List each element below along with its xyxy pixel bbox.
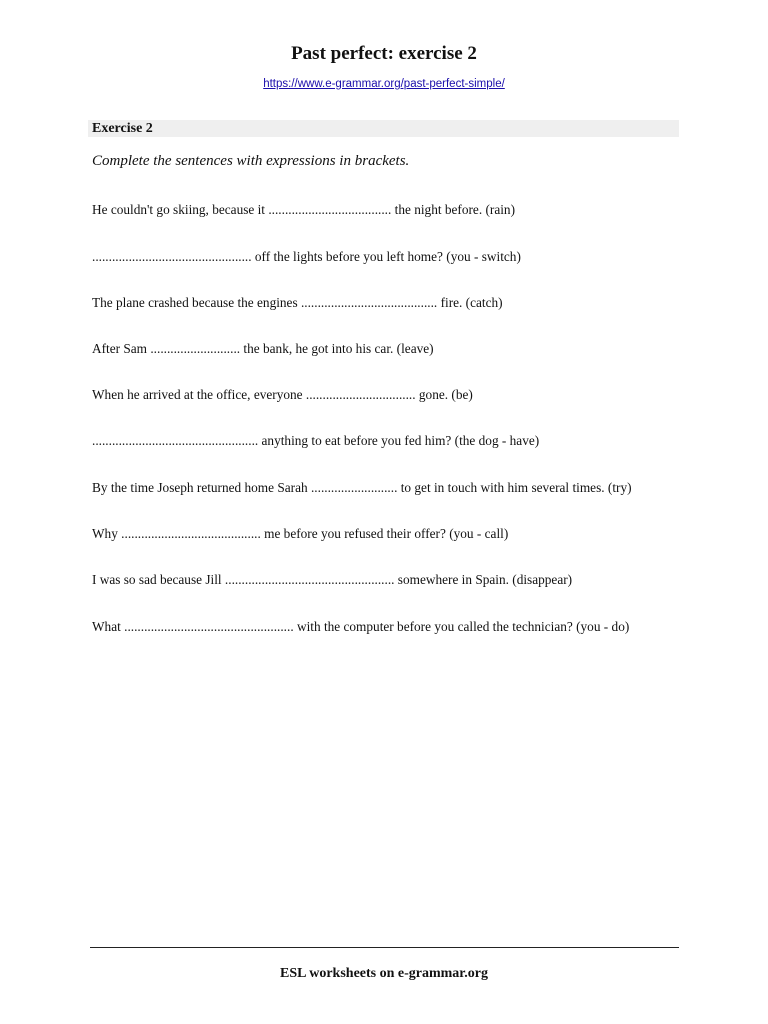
footer-text: ESL worksheets on e-grammar.org	[280, 966, 488, 981]
sentence-4: After Sam ........................... the bank, he got into his car. (leave)	[92, 341, 434, 356]
sentence-6: .................................................. anything to eat before you fed him? (the dog - have)	[92, 433, 540, 448]
footer-divider	[90, 947, 679, 948]
sentence-2: ................................................ off the lights before you left home? (you - switch)	[92, 249, 521, 264]
exercise-instructions: Complete the sentences with expressions in brackets.	[92, 153, 410, 169]
source-url	[0, 76, 768, 92]
sentence-1: He couldn't go skiing, because it ..................................... the night before. (rain)	[92, 202, 516, 217]
sentence-5: When he arrived at the office, everyone ................................. gone. (be)	[92, 387, 473, 402]
sentence-10: What ................................................... with the computer before you called the technician? (you - do)	[92, 619, 630, 634]
sentence-7: By the time Joseph returned home Sarah .......................... to get in touch with him several times. (try)	[92, 480, 632, 495]
sentence-3: The plane crashed because the engines ......................................... fire. (catch)	[92, 295, 503, 310]
source-link[interactable]: https://www.e-grammar.org/past-perfect-simple/	[263, 78, 505, 90]
sentence-8: Why .......................................... me before you refused their offer? (you - call)	[92, 526, 509, 541]
exercise-heading: Exercise 2	[92, 121, 153, 136]
page-title: Past perfect: exercise 2	[291, 43, 477, 64]
sentence-9: I was so sad because Jill ................................................... somewhere in Spain. (disappear)	[92, 572, 573, 587]
exercise-heading-bar	[88, 120, 679, 137]
